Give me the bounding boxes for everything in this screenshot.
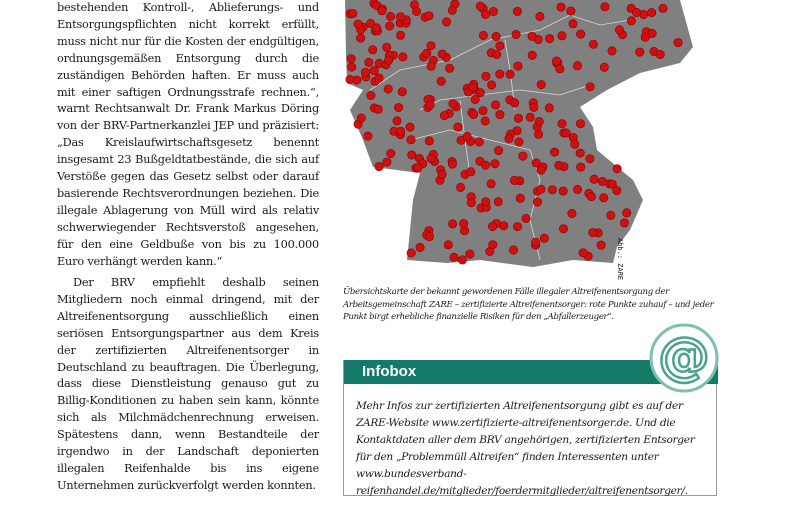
incident-dot bbox=[397, 127, 405, 135]
incident-dot bbox=[440, 111, 448, 119]
incident-dot bbox=[378, 7, 386, 15]
incident-dot bbox=[481, 117, 489, 125]
incident-dot bbox=[383, 43, 391, 51]
article-paragraph: Der BRV empfiehlt deshalb seinen Mitgliedern noch einmal dringend, mit der Altreifenentsorgung ausschließlich einen seriösen Entsorgungspartner aus dem Kreis der zertifizierten Altreifenentsorger in Deutschland zu beauftragen. Die Überlegung, dass diese Dienstleistung genauso gut zu Billig-Konditionen zu haben sein kann, könnte sich als Milchmädchenrechnung erweisen. Spätestens dann, wenn Bestandteile der irgendwo in der Landschaft deponierten illegalen Reifenhalde bis ins eigene Unternehmen zurückverfolgt werden konnten. bbox=[57, 276, 319, 492]
incident-dot bbox=[396, 13, 404, 21]
incident-dot bbox=[444, 241, 452, 249]
svg-text:@: @ bbox=[658, 327, 710, 387]
incident-dot bbox=[576, 149, 584, 157]
incident-dot bbox=[535, 117, 543, 125]
incident-dot bbox=[511, 99, 519, 107]
incident-dot bbox=[426, 101, 434, 109]
incident-dot bbox=[589, 40, 597, 48]
incident-dot bbox=[481, 161, 489, 169]
incident-dot bbox=[558, 32, 566, 40]
incident-dot bbox=[438, 170, 446, 178]
incident-dot bbox=[442, 18, 450, 26]
incident-dot bbox=[548, 186, 556, 194]
incident-dot bbox=[369, 46, 377, 54]
incident-dot bbox=[526, 113, 534, 121]
incident-dot bbox=[620, 219, 628, 227]
incident-dot bbox=[427, 154, 435, 162]
incident-dot bbox=[598, 177, 606, 185]
incident-dot bbox=[613, 186, 621, 194]
incident-dot bbox=[460, 219, 468, 227]
incident-dot bbox=[448, 220, 456, 228]
incident-dot bbox=[558, 120, 566, 128]
incident-dot bbox=[449, 100, 457, 108]
incident-dot bbox=[510, 176, 518, 184]
incident-dot bbox=[573, 185, 581, 193]
incident-dot bbox=[555, 161, 563, 169]
incident-dot bbox=[586, 155, 594, 163]
incident-dot bbox=[514, 62, 522, 70]
incident-dot bbox=[361, 68, 369, 76]
incident-dot bbox=[479, 31, 487, 39]
incident-dot bbox=[375, 74, 383, 82]
incident-dot bbox=[537, 166, 545, 174]
infobox-title: Infobox bbox=[362, 363, 417, 380]
incident-dot bbox=[530, 103, 538, 111]
incident-dot bbox=[506, 70, 514, 78]
incident-dot bbox=[512, 30, 520, 38]
incident-dot bbox=[562, 129, 570, 137]
incident-dot bbox=[354, 20, 362, 28]
incident-dot bbox=[607, 211, 615, 219]
incident-dot bbox=[586, 83, 594, 91]
incident-dot bbox=[514, 114, 522, 122]
incident-dot bbox=[568, 209, 576, 217]
infobox-text: Mehr Infos zur zertifizierten Altreifenentsorgung gibt es auf der ZARE-Website www.zertifizierte-altreifenentsorger.de. Und die Kontaktdaten aller dem BRV angehörigen, zertifizierten Entsorger für den „Problemmüll Altreifen“ finden Interessenten unter www.bundesverband-reifenhandel.de/mitglieder/foerdermitglieder/altreifenentsorger/. bbox=[356, 400, 695, 497]
incident-dot bbox=[656, 50, 664, 58]
incident-dot bbox=[496, 42, 504, 50]
incident-dot bbox=[641, 33, 649, 41]
incident-dot bbox=[608, 47, 616, 55]
incident-dot bbox=[659, 4, 667, 12]
incident-dot bbox=[534, 130, 542, 138]
incident-dot bbox=[374, 105, 382, 113]
incident-dot bbox=[416, 243, 424, 251]
article-column bbox=[57, 0, 319, 271]
incident-dot bbox=[370, 66, 378, 74]
incident-dot bbox=[393, 117, 401, 125]
incident-dot bbox=[674, 38, 682, 46]
incident-dot bbox=[383, 158, 391, 166]
incident-dot bbox=[448, 160, 456, 168]
incident-dot bbox=[412, 7, 420, 15]
incident-dot bbox=[600, 63, 608, 71]
incident-dot bbox=[466, 250, 474, 258]
incident-dot bbox=[481, 10, 489, 18]
incident-dot bbox=[384, 56, 392, 64]
incident-dot bbox=[545, 104, 553, 112]
incident-dot bbox=[469, 110, 477, 118]
incident-dot bbox=[494, 146, 502, 154]
incident-dot bbox=[450, 253, 458, 261]
incident-dot bbox=[375, 162, 383, 170]
incident-dot bbox=[491, 101, 499, 109]
incident-dot bbox=[347, 63, 355, 71]
incident-dot bbox=[505, 134, 513, 142]
incident-dot bbox=[559, 225, 567, 233]
incident-dot bbox=[536, 12, 544, 20]
incident-dot bbox=[425, 12, 433, 20]
incident-dot bbox=[364, 132, 372, 140]
incident-dot bbox=[487, 180, 495, 188]
incident-dot bbox=[471, 95, 479, 103]
incident-dot bbox=[567, 7, 575, 15]
incident-dot bbox=[590, 175, 598, 183]
incident-dot bbox=[384, 85, 392, 93]
incident-dot bbox=[515, 138, 523, 146]
incident-dot bbox=[406, 123, 414, 131]
incident-dot bbox=[349, 9, 357, 17]
article-paragraph: bestehenden Kontroll-, Ablieferungs- und Entsorgungspflichten nicht korrekt erfüllt, muss nicht nur für die Kosten der endgültigen, ordnungsgemäßen Entsorgung durch die zuständigen Behörden haften. Er muss auch mit einer saftigen Ordnungsstrafe rechnen.“, warnt Rechtsanwalt Dr. Frank Markus Döring von der BRV-Partnerkanzlei JEP und präzisiert: „Das Kreislaufwirtschaftsgesetz benennt insgesamt 23 Bußgeldtatbestände, die sich auf Verstöße gegen das Gesetz selbst oder darauf basierende Rechtsverordnungen beziehen. Die illegale Ablagerung von Müll wird als relativ schwerwiegender Rechtsverstoß angesehen, für den eine Geldbuße von bis zu 100.000 Euro verhängt werden kann.“ bbox=[57, 1, 319, 268]
incident-dot bbox=[516, 194, 524, 202]
incident-dot bbox=[571, 140, 579, 148]
incident-dot bbox=[597, 241, 605, 249]
incident-dot bbox=[491, 160, 499, 168]
incident-dot bbox=[587, 192, 595, 200]
incident-dot bbox=[427, 62, 435, 70]
incident-dot bbox=[386, 12, 394, 20]
incident-dot bbox=[458, 256, 466, 264]
incident-dot bbox=[577, 30, 585, 38]
incident-dot bbox=[475, 138, 483, 146]
incident-dot bbox=[479, 107, 487, 115]
incident-dot bbox=[589, 228, 597, 236]
at-sign-icon bbox=[648, 322, 720, 394]
incident-dot bbox=[513, 222, 521, 230]
incident-dot bbox=[467, 168, 475, 176]
incident-dot bbox=[613, 165, 621, 173]
incident-dot bbox=[347, 55, 355, 63]
incident-dot bbox=[482, 198, 490, 206]
incident-dot bbox=[513, 7, 521, 15]
incident-dot bbox=[448, 6, 456, 14]
incident-dot bbox=[528, 32, 536, 40]
incident-dot bbox=[531, 238, 539, 246]
incident-dot bbox=[454, 123, 462, 131]
incident-dot bbox=[373, 24, 381, 32]
incident-dot bbox=[489, 241, 497, 249]
incident-dot bbox=[357, 114, 365, 122]
incident-dot bbox=[550, 148, 558, 156]
incident-dot bbox=[492, 32, 500, 40]
incident-dot bbox=[346, 75, 354, 83]
incident-dot bbox=[467, 199, 475, 207]
incident-dot bbox=[414, 163, 422, 171]
incident-dot bbox=[408, 151, 416, 159]
incident-dot bbox=[600, 194, 608, 202]
incident-dot bbox=[532, 159, 540, 167]
incident-dot bbox=[398, 88, 406, 96]
incident-dot bbox=[456, 183, 464, 191]
incident-dot bbox=[632, 8, 640, 16]
incident-dot bbox=[545, 34, 553, 42]
incident-dot bbox=[468, 83, 476, 91]
incident-dot bbox=[537, 185, 545, 193]
incident-dot bbox=[427, 42, 435, 50]
incident-dot bbox=[399, 53, 407, 61]
incident-dot bbox=[528, 51, 536, 59]
germany-map-illegal-disposal bbox=[340, 0, 710, 285]
incident-dot bbox=[519, 152, 527, 160]
incident-dot bbox=[569, 20, 577, 28]
incident-dot bbox=[385, 22, 393, 30]
incident-dot bbox=[636, 48, 644, 56]
incident-dot bbox=[552, 57, 560, 65]
incident-dot bbox=[577, 163, 585, 171]
incident-dot bbox=[488, 222, 496, 230]
incident-dot bbox=[615, 26, 623, 34]
incident-dot bbox=[425, 232, 433, 240]
incident-dot bbox=[573, 62, 581, 70]
incident-dot bbox=[387, 149, 395, 157]
incident-dot bbox=[496, 70, 504, 78]
incident-dot bbox=[576, 120, 584, 128]
incident-dot bbox=[579, 249, 587, 257]
figure-caption: Übersichtskarte der bekannt gewordenen Fälle illegaler Altreifenentsorgung der Arbeitsgemeinschaft ZARE – zertifizierte Altreifenentsorger: rote Punkte zuhauf – und jeder Punkt birgt erhebliche finanzielle Risiken für den „Abfallerzeuger“. bbox=[343, 287, 714, 323]
incident-dot bbox=[423, 49, 431, 57]
incident-dot bbox=[556, 65, 564, 73]
incident-dot bbox=[559, 187, 567, 195]
incident-dot bbox=[396, 31, 404, 39]
incident-dot bbox=[489, 7, 497, 15]
incident-dot bbox=[407, 136, 415, 144]
incident-dot bbox=[356, 34, 364, 42]
incident-dot bbox=[522, 214, 530, 222]
incident-dot bbox=[425, 137, 433, 145]
incident-dot bbox=[367, 91, 375, 99]
incident-dot bbox=[487, 81, 495, 89]
incident-dot bbox=[627, 17, 635, 25]
incident-dot bbox=[533, 198, 541, 206]
incident-dot bbox=[493, 50, 501, 58]
article-column-2 bbox=[57, 275, 319, 495]
incident-dot bbox=[537, 80, 545, 88]
incident-dot bbox=[482, 72, 490, 80]
incident-dot bbox=[407, 249, 415, 257]
image-credit: Abb.: ZARE bbox=[616, 238, 624, 281]
incident-dot bbox=[496, 110, 504, 118]
incident-dot bbox=[557, 3, 565, 11]
incident-dot bbox=[623, 209, 631, 217]
incident-dot bbox=[438, 50, 446, 58]
incident-dot bbox=[494, 198, 502, 206]
incident-dot bbox=[509, 246, 517, 254]
incident-dot bbox=[365, 58, 373, 66]
incident-dot bbox=[463, 132, 471, 140]
incident-dot bbox=[476, 2, 484, 10]
incident-dot bbox=[445, 64, 453, 72]
incident-dot bbox=[540, 234, 548, 242]
incident-dot bbox=[601, 3, 609, 11]
incident-dot bbox=[437, 77, 445, 85]
incident-dot bbox=[647, 8, 655, 16]
incident-dot bbox=[394, 103, 402, 111]
